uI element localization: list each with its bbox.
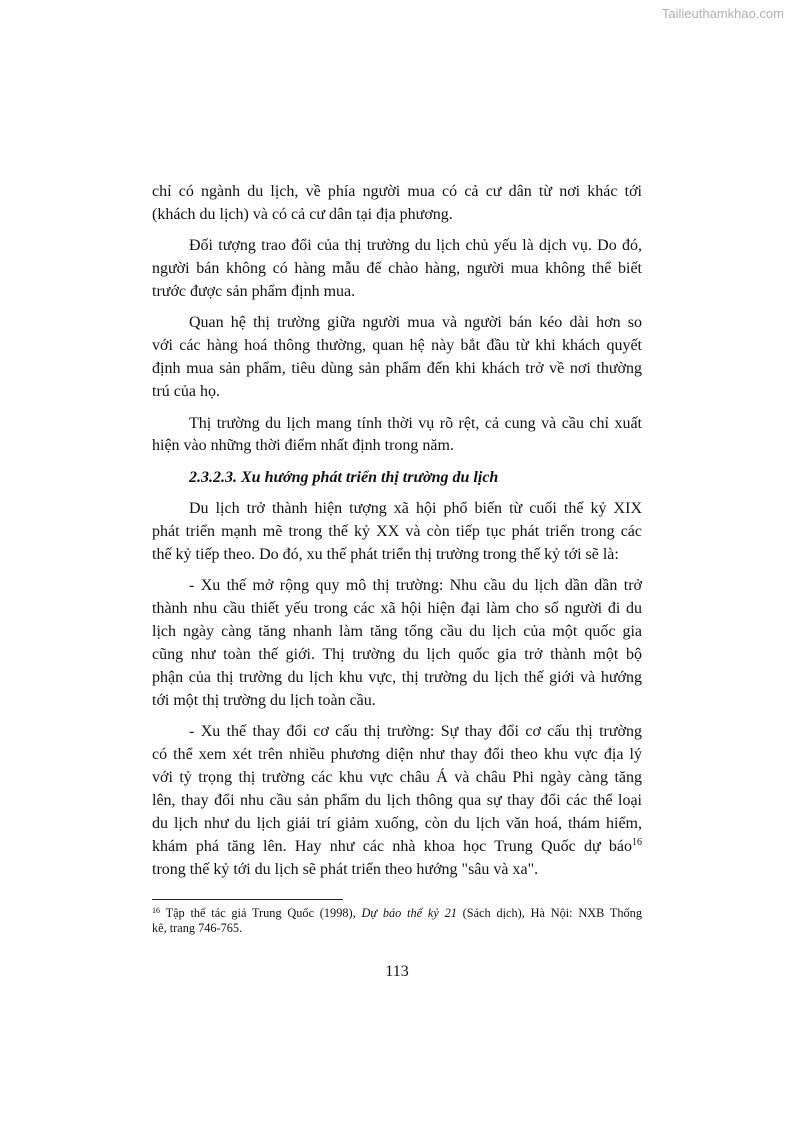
footnote-title: Dự báo thế kỷ 21 — [361, 906, 457, 920]
footnote-reference: 16 — [632, 836, 642, 848]
footnote — [152, 906, 642, 936]
footnote-mark: 16 — [152, 906, 160, 915]
line-text: (khách du lịch) và có cả cư dân tại địa phương. — [152, 205, 453, 223]
line-text: Du lịch trở thành hiện tượng xã hội phổ biến từ cuối thế kỷ XIX — [189, 500, 642, 518]
line-text: lịch ngày càng tăng nhanh làm tăng tổng cầu du lịch của một quốc gia — [152, 623, 642, 641]
text-line — [152, 235, 642, 258]
text-line — [152, 621, 642, 644]
line-text: thành nhu cầu thiết yếu trong các xã hội hiện đại làm cho số người đi du — [152, 600, 642, 618]
text-line — [152, 498, 642, 521]
line-text: phát triển mạnh mẽ trong thế kỷ XX và còn tiếp tục phát triển trong các — [152, 523, 642, 541]
body-text — [152, 181, 642, 890]
line-text: định mua sản phẩm, tiêu dùng sản phẩm đến khi khách trở về nơi thường — [152, 360, 642, 378]
line-text: lên, thay đổi nhu cầu sản phẩm du lịch thông qua sự thay đổi các thể loại — [152, 791, 642, 809]
footnote-line-1 — [152, 906, 642, 921]
text-line — [152, 790, 642, 813]
line-text: có thể xem xét trên nhiều phương diện như thay đổi theo khu vực địa lý — [152, 746, 642, 764]
paragraph — [152, 721, 642, 881]
footnote-text-after: (Sách dịch), Hà Nội: NXB Thống — [456, 906, 642, 920]
footnote-divider — [152, 899, 343, 900]
text-line — [152, 544, 642, 567]
paragraph — [152, 575, 642, 712]
line-text: với các hàng hoá thông thường, quan hệ này bắt đầu từ khi khách quyết — [152, 337, 642, 355]
paragraph — [152, 312, 642, 404]
text-line — [152, 575, 642, 598]
text-line — [152, 435, 642, 458]
text-line — [152, 312, 642, 335]
line-text: trước được sản phẩm định mua. — [152, 283, 356, 301]
line-text: người bán không có hàng mẫu để chào hàng, người mua không thể biết — [152, 260, 642, 278]
text-line — [152, 413, 642, 436]
paragraph — [152, 498, 642, 567]
text-line — [152, 335, 642, 358]
line-text: Đối tượng trao đổi của thị trường du lịch chủ yếu là dịch vụ. Do đó, — [189, 237, 642, 255]
paragraph — [152, 413, 642, 459]
text-line — [152, 598, 642, 621]
line-text: với tỷ trọng thị trường các khu vực châu Á và châu Phi ngày càng tăng — [152, 768, 642, 786]
line-text: tới một thị trường du lịch toàn cầu. — [152, 691, 376, 709]
line-text: Quan hệ thị trường giữa người mua và người bán kéo dài hơn so — [189, 314, 642, 332]
text-line — [152, 181, 642, 204]
line-text: chỉ có ngành du lịch, về phía người mua có cả cư dân từ nơi khác tới — [152, 183, 642, 200]
text-line — [152, 281, 642, 304]
text-line — [152, 836, 642, 859]
line-text: - Xu thế thay đổi cơ cấu thị trường: Sự thay đổi cơ cấu thị trường — [189, 723, 642, 741]
paragraph — [152, 235, 642, 304]
text-line — [152, 258, 642, 281]
text-line — [152, 358, 642, 381]
text-line — [152, 644, 642, 667]
line-text: du lịch như du lịch giải trí giảm xuống, còn du lịch văn hoá, thám hiểm, — [152, 814, 642, 832]
line-text: trú của họ. — [152, 383, 220, 401]
page-number: 113 — [385, 963, 409, 980]
line-text: hiện vào những thời điểm nhất định trong năm. — [152, 437, 454, 455]
text-line — [152, 204, 642, 227]
text-line — [152, 381, 642, 404]
line-text: khám phá tăng lên. Hay như các nhà khoa học Trung Quốc dự báo — [152, 837, 632, 855]
line-text: cũng như toàn thế giới. Thị trường du lịch quốc gia trở thành một bộ — [152, 646, 642, 664]
text-line — [152, 813, 642, 836]
section-heading — [152, 467, 642, 490]
line-text: trong thế kỷ tới du lịch sẽ phát triển theo hướng "sâu và xa". — [152, 860, 539, 878]
text-line — [152, 690, 642, 713]
watermark: Tailieuthamkhao.com — [661, 6, 784, 21]
text-line — [152, 859, 642, 882]
line-text: thế kỷ tiếp theo. Do đó, xu thế phát triển thị trường trong thế kỷ tới sẽ là: — [152, 545, 619, 563]
text-line — [152, 721, 642, 744]
paragraph — [152, 181, 642, 227]
line-text: Thị trường du lịch mang tính thời vụ rõ rệt, cả cung và cầu chỉ xuất — [189, 414, 642, 432]
line-text: phận của thị trường du lịch khu vực, thị trường du lịch thế giới và hướng — [152, 668, 642, 686]
text-line — [152, 521, 642, 544]
text-line — [152, 744, 642, 767]
footnote-text-before: Tập thể tác giả Trung Quốc (1998), — [160, 906, 362, 920]
text-line — [152, 467, 642, 490]
line-text: 2.3.2.3. Xu hướng phát triển thị trường du lịch — [189, 468, 499, 486]
footnote-line-2: kê, trang 746-765. — [152, 921, 243, 935]
text-line — [152, 767, 642, 790]
text-line — [152, 667, 642, 690]
line-text: - Xu thế mở rộng quy mô thị trường: Nhu cầu du lịch dần dần trở — [189, 577, 642, 595]
